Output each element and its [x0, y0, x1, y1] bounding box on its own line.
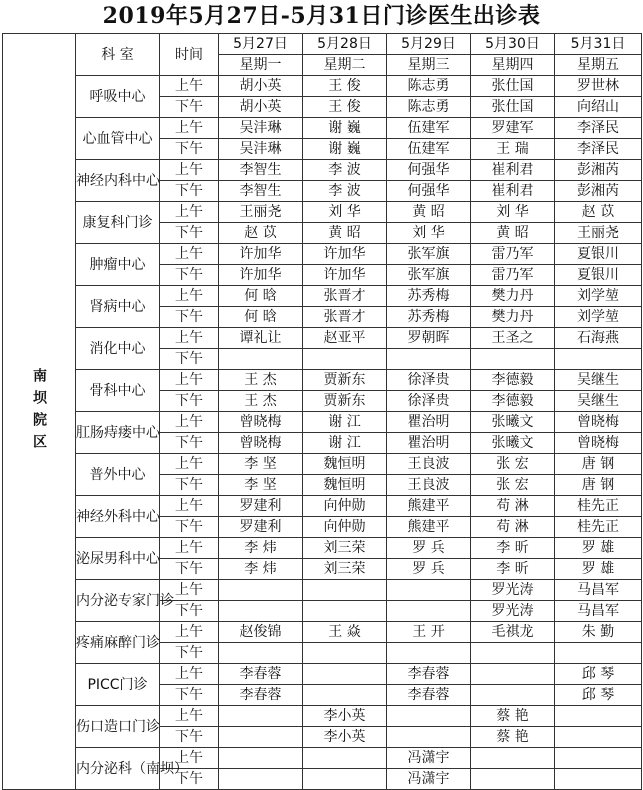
- doctor-cell: 魏恒明: [303, 454, 387, 475]
- doctor-cell: 李德毅: [471, 391, 555, 412]
- doctor-cell: 曾晓梅: [219, 412, 303, 433]
- doctor-cell: 王良波: [387, 454, 471, 475]
- doctor-cell: 张曦文: [471, 433, 555, 454]
- header-date: 5月27日: [219, 34, 303, 55]
- doctor-cell: 桂先正: [555, 496, 642, 517]
- doctor-cell: [471, 748, 555, 769]
- doctor-cell: 苟 淋: [471, 517, 555, 538]
- doctor-cell: 夏银川: [555, 244, 642, 265]
- period-label: 上午: [160, 328, 219, 349]
- doctor-cell: 蔡 艳: [471, 727, 555, 748]
- header-date: 5月30日: [471, 34, 555, 55]
- dept-name: 肛肠痔瘘中心: [76, 412, 160, 454]
- page-title: 2019年5月27日-5月31日门诊医生出诊表: [102, 3, 541, 29]
- doctor-cell: 罗 雄: [555, 538, 642, 559]
- dept-name: 疼痛麻醉门诊: [76, 622, 160, 664]
- doctor-cell: 许加华: [303, 265, 387, 286]
- doctor-cell: [555, 643, 642, 664]
- dept-name: 呼吸中心: [76, 76, 160, 118]
- period-label: 上午: [160, 412, 219, 433]
- period-label: 上午: [160, 118, 219, 139]
- period-label: 下午: [160, 223, 219, 244]
- doctor-cell: 胡小英: [219, 76, 303, 97]
- doctor-cell: [471, 664, 555, 685]
- doctor-cell: 陈志勇: [387, 76, 471, 97]
- doctor-cell: 赵俊锦: [219, 622, 303, 643]
- doctor-cell: 李春蓉: [219, 685, 303, 706]
- doctor-cell: 谭礼让: [219, 328, 303, 349]
- schedule-table: [2, 33, 642, 790]
- period-label: 上午: [160, 748, 219, 769]
- doctor-cell: 黄 昭: [303, 223, 387, 244]
- header-weekday: 星期五: [555, 55, 642, 76]
- doctor-cell: [219, 349, 303, 370]
- doctor-cell: 熊建平: [387, 517, 471, 538]
- doctor-cell: 邱 琴: [555, 664, 642, 685]
- doctor-cell: 王 焱: [303, 622, 387, 643]
- doctor-cell: 张仕国: [471, 97, 555, 118]
- header-date: 5月31日: [555, 34, 642, 55]
- period-label: 下午: [160, 391, 219, 412]
- doctor-cell: 李春蓉: [387, 664, 471, 685]
- doctor-cell: [219, 748, 303, 769]
- doctor-cell: [471, 685, 555, 706]
- table-row: [3, 328, 642, 349]
- doctor-cell: [555, 727, 642, 748]
- doctor-cell: [219, 727, 303, 748]
- dept-name: 肿瘤中心: [76, 244, 160, 286]
- table-row: [3, 664, 642, 685]
- dept-name: 伤口造口门诊: [76, 706, 160, 748]
- doctor-cell: 赵 苡: [219, 223, 303, 244]
- doctor-cell: 张 宏: [471, 475, 555, 496]
- period-label: 下午: [160, 643, 219, 664]
- period-label: 上午: [160, 496, 219, 517]
- doctor-cell: 黄 昭: [471, 223, 555, 244]
- dept-name: 内分泌专家门诊: [76, 580, 160, 622]
- doctor-cell: 何强华: [387, 181, 471, 202]
- period-label: 下午: [160, 475, 219, 496]
- doctor-cell: 向仲勋: [303, 496, 387, 517]
- doctor-cell: 李 炜: [219, 538, 303, 559]
- doctor-cell: 赵 苡: [555, 202, 642, 223]
- table-row: [3, 286, 642, 307]
- doctor-cell: 谢 江: [303, 412, 387, 433]
- period-label: 上午: [160, 370, 219, 391]
- doctor-cell: 谢 巍: [303, 139, 387, 160]
- doctor-cell: 王圣之: [471, 328, 555, 349]
- doctor-cell: [387, 727, 471, 748]
- doctor-cell: 夏银川: [555, 265, 642, 286]
- doctor-cell: [303, 664, 387, 685]
- doctor-cell: 李 坚: [219, 454, 303, 475]
- dept-name: 骨科中心: [76, 370, 160, 412]
- doctor-cell: 曾晓梅: [555, 433, 642, 454]
- period-label: 上午: [160, 160, 219, 181]
- doctor-cell: 罗光涛: [471, 601, 555, 622]
- header-weekday: 星期一: [219, 55, 303, 76]
- table-row: [3, 622, 642, 643]
- doctor-cell: [555, 349, 642, 370]
- dept-name: 神经外科中心: [76, 496, 160, 538]
- doctor-cell: 伍建军: [387, 139, 471, 160]
- period-label: 上午: [160, 664, 219, 685]
- period-label: 下午: [160, 727, 219, 748]
- period-label: 下午: [160, 517, 219, 538]
- doctor-cell: 瞿治明: [387, 433, 471, 454]
- doctor-cell: 罗光涛: [471, 580, 555, 601]
- doctor-cell: 罗建军: [471, 118, 555, 139]
- doctor-cell: 李智生: [219, 160, 303, 181]
- header-date: 5月29日: [387, 34, 471, 55]
- table-row: [3, 538, 642, 559]
- doctor-cell: 何强华: [387, 160, 471, 181]
- doctor-cell: 朱 勤: [555, 622, 642, 643]
- doctor-cell: 吴沣琳: [219, 139, 303, 160]
- doctor-cell: 毛祺龙: [471, 622, 555, 643]
- doctor-cell: [555, 706, 642, 727]
- table-row: [3, 454, 642, 475]
- dept-name: 消化中心: [76, 328, 160, 370]
- doctor-cell: 徐泽贵: [387, 370, 471, 391]
- period-label: 下午: [160, 349, 219, 370]
- header-weekday: 星期四: [471, 55, 555, 76]
- doctor-cell: 刘学堃: [555, 286, 642, 307]
- doctor-cell: 李 昕: [471, 559, 555, 580]
- doctor-cell: 马昌军: [555, 580, 642, 601]
- doctor-cell: [219, 769, 303, 790]
- period-label: 上午: [160, 76, 219, 97]
- period-label: 下午: [160, 559, 219, 580]
- doctor-cell: 谢 巍: [303, 118, 387, 139]
- doctor-cell: 蔡 艳: [471, 706, 555, 727]
- doctor-cell: 崔利君: [471, 160, 555, 181]
- period-label: 下午: [160, 769, 219, 790]
- doctor-cell: 陈志勇: [387, 97, 471, 118]
- doctor-cell: 李泽民: [555, 118, 642, 139]
- doctor-cell: 邱 琴: [555, 685, 642, 706]
- doctor-cell: 刘 华: [387, 223, 471, 244]
- doctor-cell: [303, 748, 387, 769]
- doctor-cell: 李 坚: [219, 475, 303, 496]
- doctor-cell: 刘学堃: [555, 307, 642, 328]
- campus-label: 南坝院区: [3, 34, 76, 790]
- doctor-cell: 熊建平: [387, 496, 471, 517]
- doctor-cell: 张仕国: [471, 76, 555, 97]
- period-label: 上午: [160, 580, 219, 601]
- doctor-cell: [219, 601, 303, 622]
- doctor-cell: [387, 580, 471, 601]
- doctor-cell: 李智生: [219, 181, 303, 202]
- doctor-cell: 李 炜: [219, 559, 303, 580]
- period-label: 下午: [160, 433, 219, 454]
- period-label: 下午: [160, 307, 219, 328]
- dept-name: 康复科门诊: [76, 202, 160, 244]
- header-dept: 科 室: [76, 34, 160, 76]
- doctor-cell: [303, 769, 387, 790]
- period-label: 下午: [160, 181, 219, 202]
- dept-name: 泌尿男科中心: [76, 538, 160, 580]
- doctor-cell: 罗建利: [219, 496, 303, 517]
- doctor-cell: [387, 643, 471, 664]
- table-row: [3, 118, 642, 139]
- doctor-cell: 罗 兵: [387, 559, 471, 580]
- table-row: [3, 748, 642, 769]
- doctor-cell: 张晋才: [303, 307, 387, 328]
- doctor-cell: 张军旗: [387, 244, 471, 265]
- doctor-cell: 许加华: [303, 244, 387, 265]
- header-time: 时间: [160, 34, 219, 76]
- doctor-cell: [387, 349, 471, 370]
- doctor-cell: 吴继生: [555, 391, 642, 412]
- doctor-cell: 刘 华: [471, 202, 555, 223]
- doctor-cell: 张 宏: [471, 454, 555, 475]
- period-label: 上午: [160, 244, 219, 265]
- table-row: [3, 706, 642, 727]
- doctor-cell: 罗 雄: [555, 559, 642, 580]
- doctor-cell: 唐 钢: [555, 475, 642, 496]
- doctor-cell: 谢 江: [303, 433, 387, 454]
- header-date: 5月28日: [303, 34, 387, 55]
- doctor-cell: 桂先正: [555, 517, 642, 538]
- doctor-cell: 王 俊: [303, 76, 387, 97]
- doctor-cell: 刘三荣: [303, 538, 387, 559]
- doctor-cell: 罗 兵: [387, 538, 471, 559]
- doctor-cell: [303, 685, 387, 706]
- doctor-cell: 吴继生: [555, 370, 642, 391]
- doctor-cell: [387, 706, 471, 727]
- table-row: [3, 160, 642, 181]
- doctor-cell: 苏秀梅: [387, 307, 471, 328]
- header-row-dates: [3, 34, 642, 55]
- doctor-cell: [303, 580, 387, 601]
- doctor-cell: 瞿治明: [387, 412, 471, 433]
- doctor-cell: 张曦文: [471, 412, 555, 433]
- doctor-cell: 罗世林: [555, 76, 642, 97]
- dept-name: 心血管中心: [76, 118, 160, 160]
- doctor-cell: 李小英: [303, 706, 387, 727]
- doctor-cell: 张晋才: [303, 286, 387, 307]
- doctor-cell: 许加华: [219, 265, 303, 286]
- doctor-cell: [219, 580, 303, 601]
- period-label: 上午: [160, 286, 219, 307]
- period-label: 上午: [160, 622, 219, 643]
- period-label: 下午: [160, 97, 219, 118]
- doctor-cell: 李 昕: [471, 538, 555, 559]
- doctor-cell: 雷乃军: [471, 265, 555, 286]
- doctor-cell: 李德毅: [471, 370, 555, 391]
- doctor-cell: 罗朝晖: [387, 328, 471, 349]
- table-row: [3, 76, 642, 97]
- doctor-cell: 贾新东: [303, 391, 387, 412]
- doctor-cell: 马昌军: [555, 601, 642, 622]
- doctor-cell: 冯潇宇: [387, 769, 471, 790]
- doctor-cell: 唐 钢: [555, 454, 642, 475]
- doctor-cell: [387, 601, 471, 622]
- doctor-cell: [219, 706, 303, 727]
- doctor-cell: 李春蓉: [387, 685, 471, 706]
- doctor-cell: 冯潇宇: [387, 748, 471, 769]
- doctor-cell: 贾新东: [303, 370, 387, 391]
- table-row: [3, 202, 642, 223]
- doctor-cell: 徐泽贵: [387, 391, 471, 412]
- doctor-cell: 石海燕: [555, 328, 642, 349]
- doctor-cell: 李泽民: [555, 139, 642, 160]
- doctor-cell: [303, 643, 387, 664]
- doctor-cell: 雷乃军: [471, 244, 555, 265]
- header-weekday: 星期三: [387, 55, 471, 76]
- doctor-cell: 王丽尧: [219, 202, 303, 223]
- doctor-cell: 向仲勋: [303, 517, 387, 538]
- table-row: [3, 370, 642, 391]
- doctor-cell: 彭湘芮: [555, 160, 642, 181]
- doctor-cell: 许加华: [219, 244, 303, 265]
- doctor-cell: 苏秀梅: [387, 286, 471, 307]
- doctor-cell: [471, 769, 555, 790]
- period-label: 上午: [160, 706, 219, 727]
- period-label: 上午: [160, 454, 219, 475]
- doctor-cell: 向绍山: [555, 97, 642, 118]
- doctor-cell: 魏恒明: [303, 475, 387, 496]
- doctor-cell: 何 晗: [219, 307, 303, 328]
- doctor-cell: 樊力丹: [471, 307, 555, 328]
- table-row: [3, 412, 642, 433]
- doctor-cell: 赵亚平: [303, 328, 387, 349]
- period-label: 上午: [160, 202, 219, 223]
- doctor-cell: 罗建利: [219, 517, 303, 538]
- dept-name: 内分泌科（南坝）: [76, 748, 160, 790]
- doctor-cell: 刘 华: [303, 202, 387, 223]
- doctor-cell: 苟 淋: [471, 496, 555, 517]
- header-weekday: 星期二: [303, 55, 387, 76]
- table-row: [3, 496, 642, 517]
- doctor-cell: [471, 349, 555, 370]
- doctor-cell: 王良波: [387, 475, 471, 496]
- period-label: 下午: [160, 601, 219, 622]
- doctor-cell: 吴沣琳: [219, 118, 303, 139]
- dept-name: 神经内科中心: [76, 160, 160, 202]
- doctor-cell: 王丽尧: [555, 223, 642, 244]
- doctor-cell: 王 瑞: [471, 139, 555, 160]
- doctor-cell: 张军旗: [387, 265, 471, 286]
- dept-name: PICC门诊: [76, 664, 160, 706]
- doctor-cell: 王 开: [387, 622, 471, 643]
- doctor-cell: 崔利君: [471, 181, 555, 202]
- doctor-cell: 王 杰: [219, 370, 303, 391]
- doctor-cell: 樊力丹: [471, 286, 555, 307]
- doctor-cell: 黄 昭: [387, 202, 471, 223]
- doctor-cell: 彭湘芮: [555, 181, 642, 202]
- doctor-cell: [471, 643, 555, 664]
- doctor-cell: 曾晓梅: [555, 412, 642, 433]
- doctor-cell: 王 杰: [219, 391, 303, 412]
- doctor-cell: 李春蓉: [219, 664, 303, 685]
- doctor-cell: [303, 349, 387, 370]
- doctor-cell: 伍建军: [387, 118, 471, 139]
- doctor-cell: 王 俊: [303, 97, 387, 118]
- doctor-cell: 李 波: [303, 181, 387, 202]
- dept-name: 肾病中心: [76, 286, 160, 328]
- doctor-cell: 李 波: [303, 160, 387, 181]
- period-label: 下午: [160, 139, 219, 160]
- doctor-cell: [303, 601, 387, 622]
- table-row: [3, 580, 642, 601]
- period-label: 下午: [160, 685, 219, 706]
- doctor-cell: [555, 769, 642, 790]
- doctor-cell: 刘三荣: [303, 559, 387, 580]
- dept-name: 普外中心: [76, 454, 160, 496]
- doctor-cell: 曾晓梅: [219, 433, 303, 454]
- period-label: 下午: [160, 265, 219, 286]
- doctor-cell: 李小英: [303, 727, 387, 748]
- doctor-cell: 胡小英: [219, 97, 303, 118]
- doctor-cell: [555, 748, 642, 769]
- period-label: 上午: [160, 538, 219, 559]
- doctor-cell: 何 晗: [219, 286, 303, 307]
- table-row: [3, 244, 642, 265]
- doctor-cell: [219, 643, 303, 664]
